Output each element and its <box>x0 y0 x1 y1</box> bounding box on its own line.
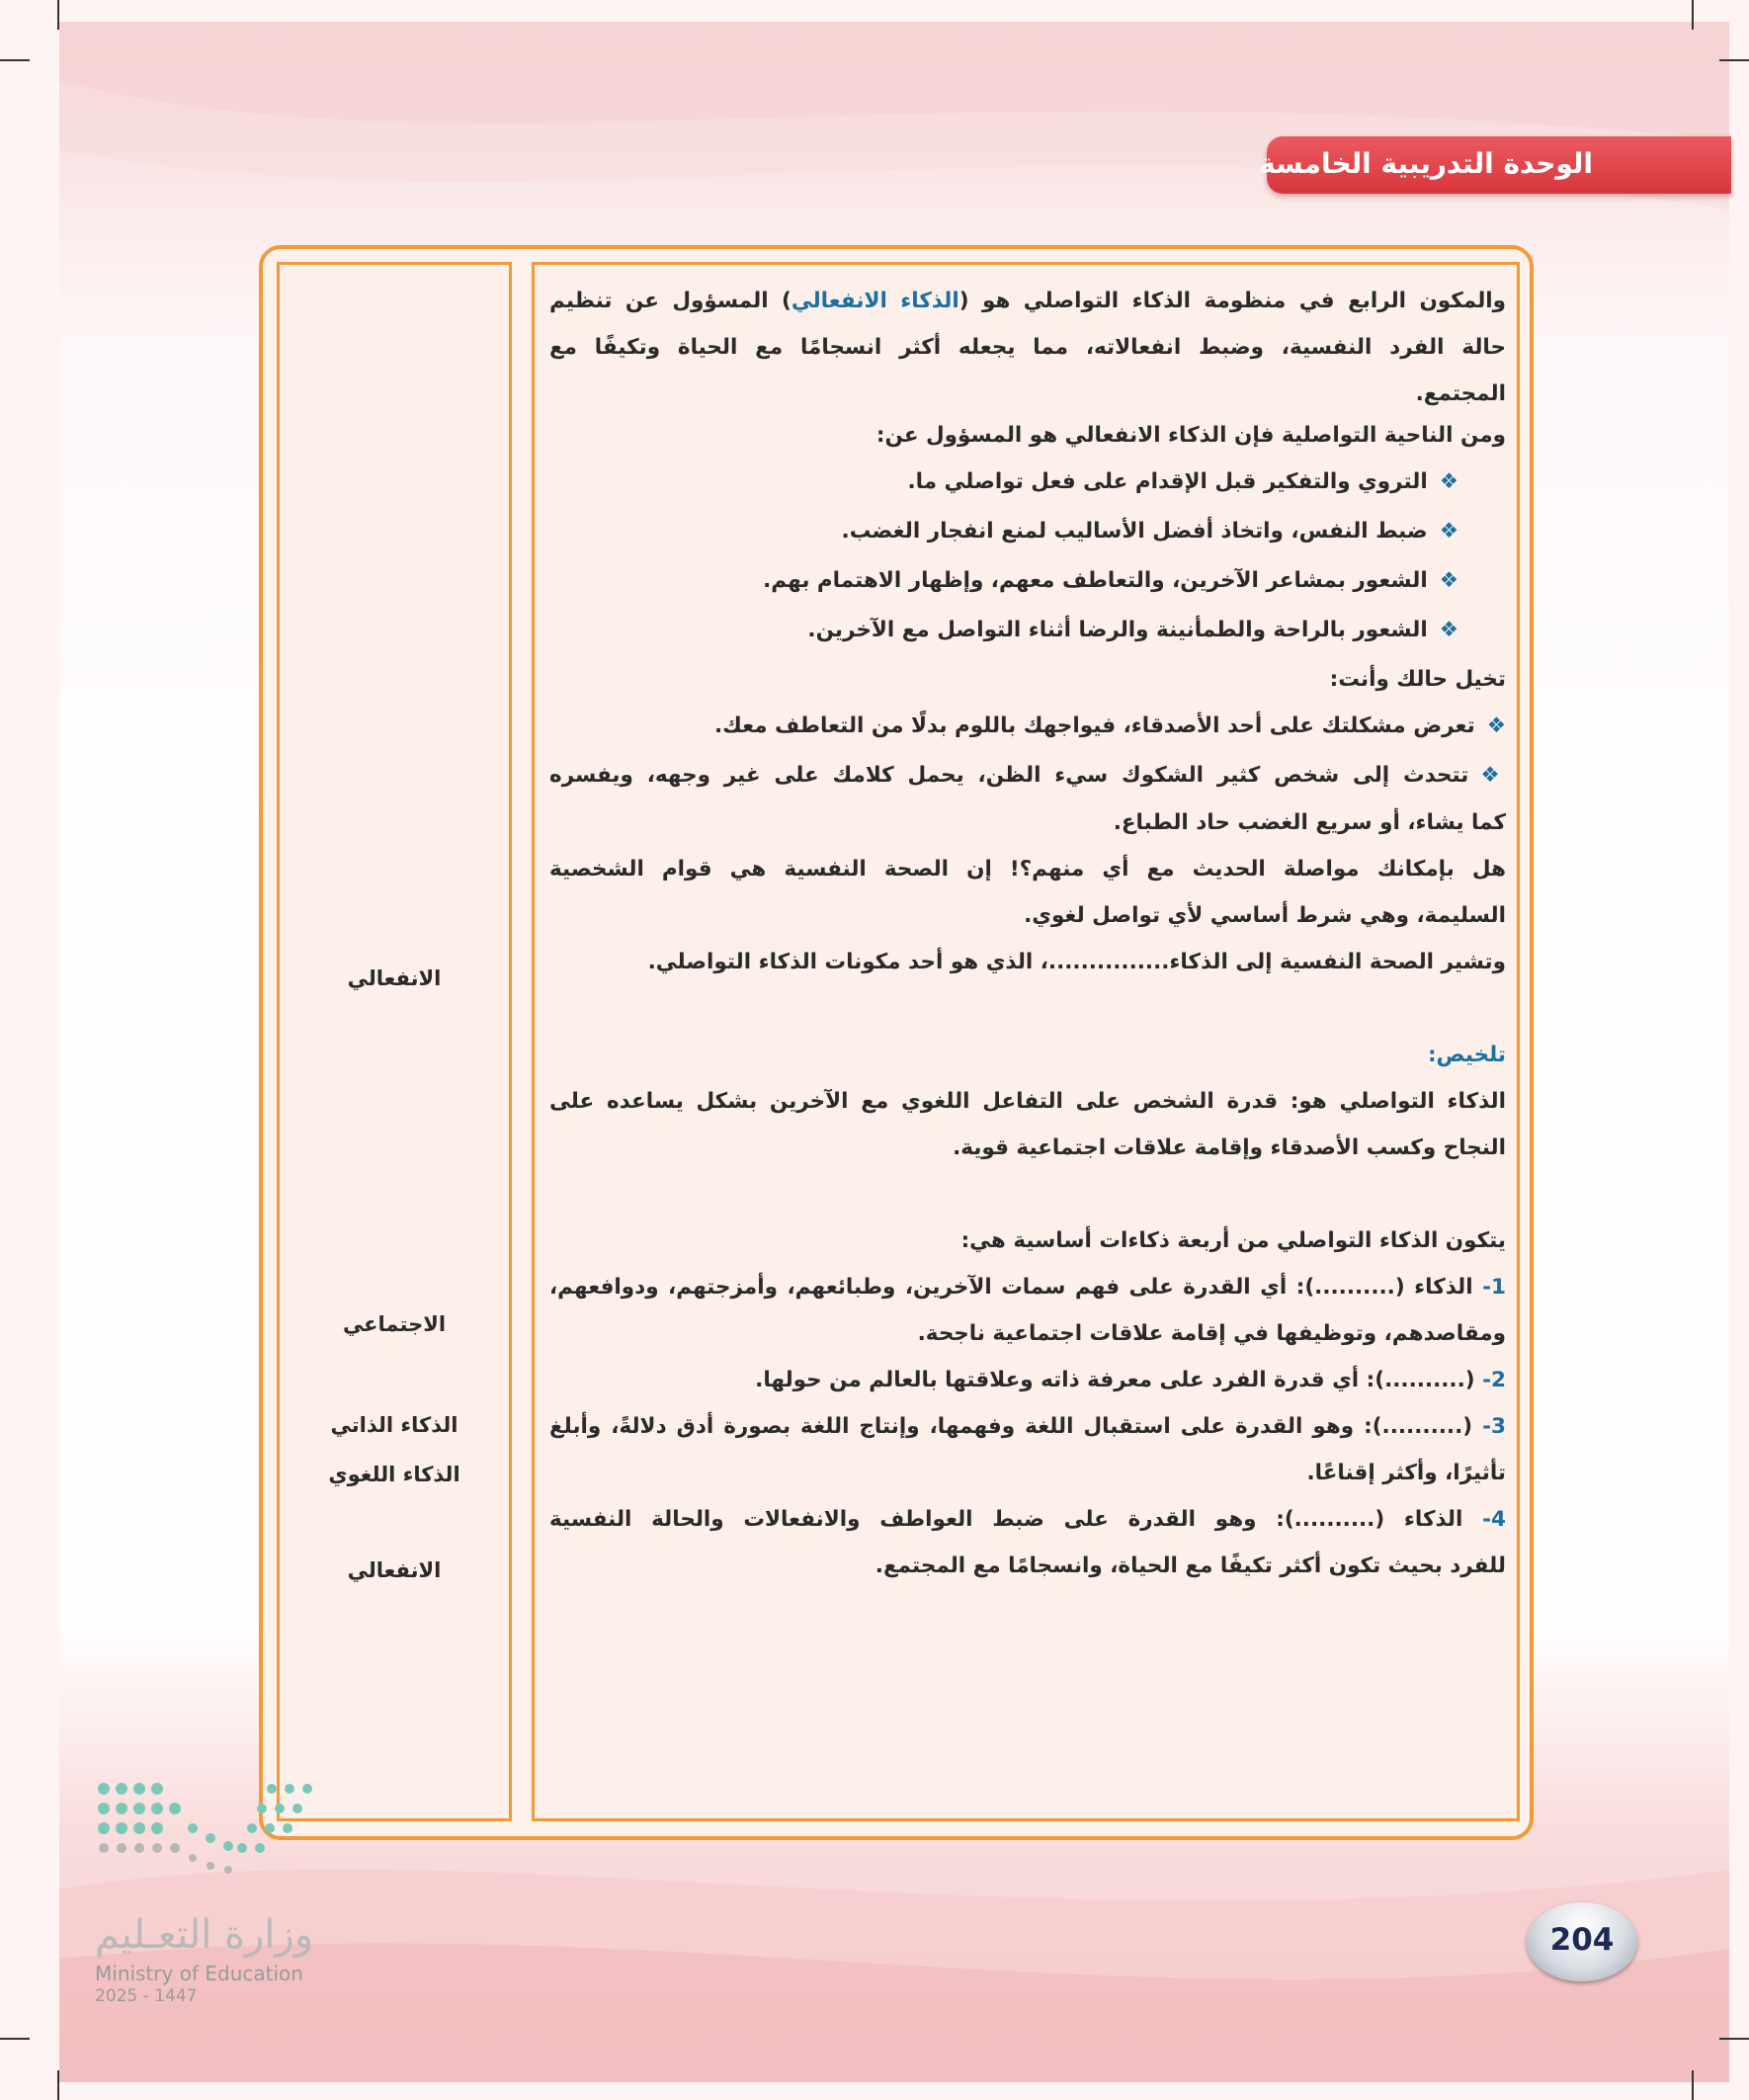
item-text: الذكاء (..........): وهو القدرة على ضبط العواطف والانفعالات والحالة النفسية <box>549 1507 1463 1532</box>
scenario-item-cont: كما يشاء، أو سريع الغضب حاد الطباع. <box>1113 810 1506 835</box>
answer-label: الانفعالي <box>347 966 442 990</box>
unit-title: الوحدة التدريبية الخامسة <box>1259 147 1593 180</box>
scenario-text: تعرض مشكلتك على أحد الأصدقاء، فيواجهك باللوم بدلًا من التعاطف معك. <box>713 714 1475 738</box>
answer-label: الانفعالي <box>347 1558 442 1582</box>
item-text: الذكاء (..........): أي القدرة على فهم سمات الآخرين، وطبائعهم، وأمزجتهم، ودوافعهم، <box>549 1275 1473 1300</box>
imagine-heading: تخيل حالك وأنت: <box>1329 667 1506 692</box>
list-item <box>807 618 1458 642</box>
component-item-cont: للفرد بحيث تكون أكثر تكيفًا مع الحياة، وانسجامًا مع المجتمع. <box>874 1554 1506 1578</box>
intro-line: حالة الفرد النفسية، وضبط انفعالاته، مما يجعله أكثر انسجامًا مع الحياة وتكيفًا مع <box>549 335 1506 360</box>
intro-line: المجتمع. <box>1415 381 1506 406</box>
component-item-cont: ومقاصدهم، وتوظيفها في إقامة علاقات اجتماعية ناجحة. <box>917 1321 1506 1346</box>
fill-sentence: وتشير الصحة النفسية إلى الذكاء...............، الذي هو أحد مكونات الذكاء التواصلي. <box>647 950 1506 974</box>
item-number: 1- <box>1482 1275 1506 1300</box>
ministry-name-en: Ministry of Education <box>95 1962 303 1985</box>
intro-line <box>549 289 1506 313</box>
item-number: 4- <box>1482 1507 1506 1532</box>
question-line: هل بإمكانك مواصلة الحديث مع أي منهم؟! إن الصحة النفسية هي قوام الشخصية <box>549 857 1506 882</box>
diamond-bullet-icon: ❖ <box>1439 618 1458 642</box>
crop-mark <box>1719 59 1749 61</box>
edition-year: 2025 - 1447 <box>95 1986 198 2006</box>
crop-mark <box>1719 2038 1749 2040</box>
diamond-bullet-icon: ❖ <box>1486 714 1506 738</box>
scenario-text: تتحدث إلى شخص كثير الشكوك سيء الظن، يحمل كلامك على غير وجهه، ويفسره <box>549 763 1469 788</box>
component-item <box>549 1275 1506 1300</box>
crop-mark <box>57 0 59 30</box>
list-item <box>908 469 1459 494</box>
scenario-item <box>714 714 1506 738</box>
page-number-badge <box>1527 1902 1637 1981</box>
component-item <box>549 1507 1506 1532</box>
answer-label: الذكاء اللغوي <box>328 1463 460 1486</box>
summary-line: الذكاء التواصلي هو: قدرة الشخص على التفاعل اللغوي مع الآخرين بشكل يساعده على <box>549 1089 1506 1114</box>
diamond-bullet-icon: ❖ <box>1439 519 1458 544</box>
list-item <box>763 568 1458 593</box>
ministry-name-ar: وزارة التعـليم <box>95 1912 314 1958</box>
answer-label: الذكاء الذاتي <box>330 1413 458 1437</box>
component-item <box>549 1414 1506 1439</box>
component-item <box>755 1368 1506 1392</box>
highlight-term: الذكاء الانفعالي <box>791 289 959 313</box>
summary-title: تلخيص: <box>1427 1043 1506 1067</box>
scenario-item <box>549 763 1506 788</box>
crop-mark <box>1692 0 1694 30</box>
diamond-bullet-icon: ❖ <box>1480 763 1506 788</box>
question-line: السليمة، وهي شرط أساسي لأي تواصل لغوي. <box>1024 903 1506 928</box>
ministry-logo-icon <box>94 1779 321 1907</box>
crop-mark <box>1692 2070 1694 2100</box>
component-item-cont: تأثيرًا، وأكثر إقناعًا. <box>1306 1461 1506 1485</box>
page-number: 204 <box>1549 1922 1615 1958</box>
aspect-intro: ومن الناحية التواصلية فإن الذكاء الانفعالي هو المسؤول عن: <box>875 423 1506 448</box>
list-item-text: الشعور بالراحة والطمأنينة والرضا أثناء التواصل مع الآخرين. <box>807 618 1428 642</box>
answer-label: الاجتماعي <box>342 1312 447 1336</box>
list-item-text: التروي والتفكير قبل الإقدام على فعل تواصلي ما. <box>907 469 1428 494</box>
list-item-text: الشعور بمشاعر الآخرين، والتعاطف معهم، وإظهار الاهتمام بهم. <box>763 568 1428 593</box>
crop-mark <box>57 2070 59 2100</box>
item-number: 2- <box>1482 1368 1506 1392</box>
intro-text: ) المسؤول عن تنظيم <box>549 289 791 313</box>
crop-mark <box>0 2038 30 2040</box>
item-text: (..........): وهو القدرة على استقبال اللغة وفهمها، وإنتاج اللغة بصورة أدق دلالةً، وأبلغ <box>549 1414 1473 1439</box>
unit-header <box>1259 136 1731 194</box>
text-column <box>532 262 1520 1821</box>
item-number: 3- <box>1482 1414 1506 1439</box>
intro-text: والمكون الرابع في منظومة الذكاء التواصلي هو ( <box>958 289 1507 313</box>
item-text: (..........): أي قدرة الفرد على معرفة ذاته وعلاقتها بالعالم من حولها. <box>755 1368 1475 1392</box>
crop-mark <box>0 59 30 61</box>
summary-line: النجاح وكسب الأصدقاء وإقامة علاقات اجتماعية قوية. <box>953 1135 1506 1160</box>
answer-column <box>277 262 512 1821</box>
diamond-bullet-icon: ❖ <box>1439 469 1458 494</box>
diamond-bullet-icon: ❖ <box>1439 568 1458 593</box>
components-intro: يتكون الذكاء التواصلي من أربعة ذكاءات أساسية هي: <box>960 1228 1506 1253</box>
list-item-text: ضبط النفس، واتخاذ أفضل الأساليب لمنع انفجار الغضب. <box>841 519 1428 544</box>
list-item <box>842 519 1458 544</box>
